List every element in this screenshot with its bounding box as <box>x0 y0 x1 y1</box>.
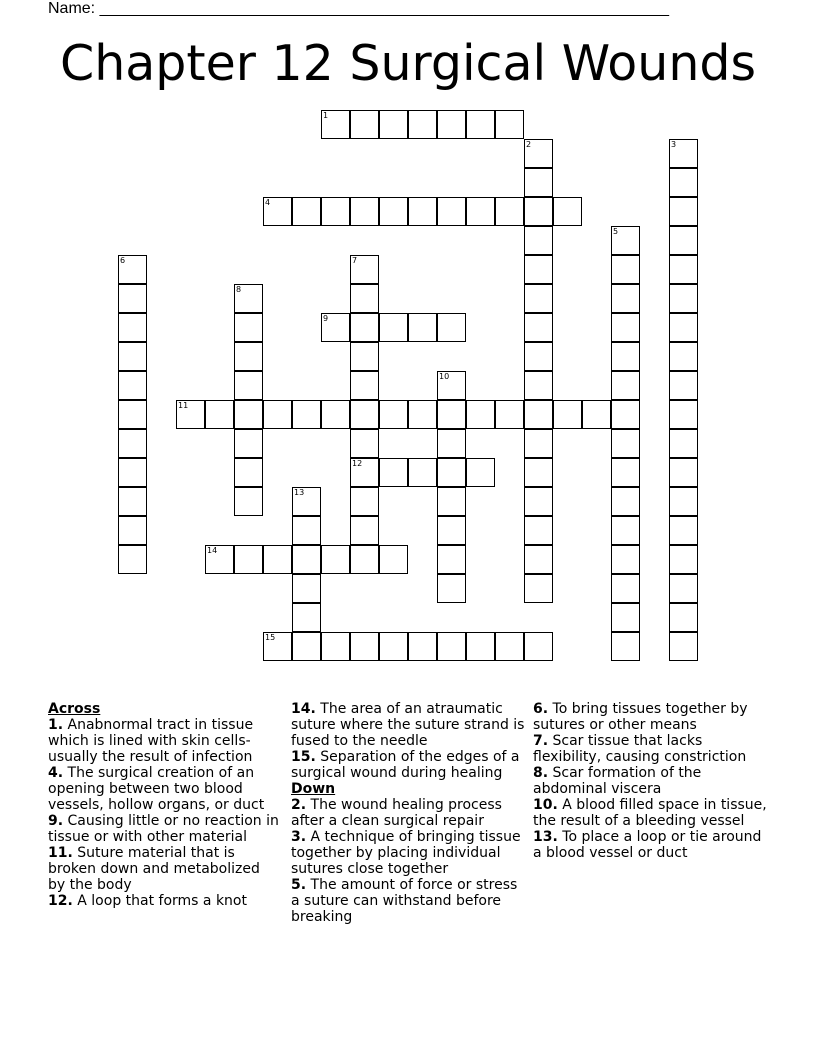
name-field[interactable] <box>48 0 669 18</box>
grid-cell[interactable] <box>437 110 466 139</box>
grid-cell[interactable] <box>524 632 553 661</box>
grid-cell[interactable] <box>350 110 379 139</box>
grid-cell[interactable] <box>437 400 466 429</box>
clue-number: 9. <box>48 813 64 829</box>
grid-cell[interactable] <box>408 110 437 139</box>
grid-cell[interactable] <box>350 284 379 313</box>
grid-cell[interactable] <box>495 110 524 139</box>
grid-cell[interactable] <box>669 284 698 313</box>
name-underline[interactable]: ________________________________________________________________ <box>99 0 670 17</box>
grid-cell[interactable] <box>379 110 408 139</box>
grid-cell[interactable] <box>118 284 147 313</box>
cell-number: 1 <box>323 111 329 120</box>
grid-cell[interactable] <box>669 603 698 632</box>
grid-cell[interactable] <box>669 458 698 487</box>
grid-cell[interactable] <box>437 632 466 661</box>
grid-cell[interactable] <box>379 400 408 429</box>
grid-cell[interactable] <box>669 226 698 255</box>
grid-cell[interactable] <box>611 458 640 487</box>
grid-cell[interactable] <box>118 516 147 545</box>
grid-cell[interactable] <box>466 632 495 661</box>
grid-cell[interactable] <box>611 574 640 603</box>
grid-cell[interactable] <box>350 371 379 400</box>
grid-cell[interactable] <box>669 429 698 458</box>
cell-number: 7 <box>352 256 358 265</box>
clue-text: The surgical creation of an opening between two blood vessels, hollow organs, or duct <box>48 765 265 813</box>
grid-cell[interactable] <box>611 400 640 429</box>
grid-cell[interactable] <box>669 574 698 603</box>
cell-number: 6 <box>120 256 126 265</box>
clue-number: 10. <box>533 797 558 813</box>
grid-cell[interactable] <box>234 545 263 574</box>
grid-cell[interactable] <box>611 255 640 284</box>
down-clue-8 <box>533 765 773 797</box>
grid-cell[interactable] <box>669 545 698 574</box>
across-clue-15 <box>291 749 527 781</box>
down-clue-10 <box>533 797 773 829</box>
grid-cell[interactable] <box>292 400 321 429</box>
grid-cell[interactable] <box>176 400 205 429</box>
clue-number: 8. <box>533 765 549 781</box>
grid-cell[interactable] <box>118 400 147 429</box>
clue-number: 4. <box>48 765 64 781</box>
grid-cell[interactable] <box>263 545 292 574</box>
grid-cell[interactable] <box>669 255 698 284</box>
grid-cell[interactable] <box>437 516 466 545</box>
grid-cell[interactable] <box>118 313 147 342</box>
grid-cell[interactable] <box>495 400 524 429</box>
grid-cell[interactable] <box>669 168 698 197</box>
grid-cell[interactable] <box>524 458 553 487</box>
grid-cell[interactable] <box>118 487 147 516</box>
grid-cell[interactable] <box>292 516 321 545</box>
grid-cell[interactable] <box>234 429 263 458</box>
grid-cell[interactable] <box>234 371 263 400</box>
grid-cell[interactable] <box>524 342 553 371</box>
grid-cell[interactable] <box>350 197 379 226</box>
grid-cell[interactable] <box>524 545 553 574</box>
down-clue-3 <box>291 829 527 877</box>
grid-cell[interactable] <box>524 139 553 168</box>
grid-cell[interactable] <box>379 632 408 661</box>
grid-cell[interactable] <box>292 603 321 632</box>
grid-cell[interactable] <box>437 574 466 603</box>
cell-number: 3 <box>671 140 677 149</box>
grid-cell[interactable] <box>524 313 553 342</box>
name-label: Name: <box>48 0 96 17</box>
grid-cell[interactable] <box>582 400 611 429</box>
grid-cell[interactable] <box>524 400 553 429</box>
grid-cell[interactable] <box>234 313 263 342</box>
grid-cell[interactable] <box>524 226 553 255</box>
grid-cell[interactable] <box>350 458 379 487</box>
clue-text: A blood filled space in tissue, the result of a bleeding vessel <box>533 797 767 829</box>
grid-cell[interactable] <box>321 545 350 574</box>
grid-cell[interactable] <box>524 574 553 603</box>
grid-cell[interactable] <box>466 400 495 429</box>
clue-text: Scar formation of the abdominal viscera <box>533 765 702 797</box>
grid-cell[interactable] <box>611 603 640 632</box>
grid-cell[interactable] <box>611 313 640 342</box>
grid-cell[interactable] <box>611 429 640 458</box>
down-clue-13 <box>533 829 773 861</box>
grid-cell[interactable] <box>524 516 553 545</box>
cell-number: 9 <box>323 314 329 323</box>
grid-cell[interactable] <box>292 197 321 226</box>
grid-cell[interactable] <box>524 487 553 516</box>
grid-cell[interactable] <box>292 545 321 574</box>
grid-cell[interactable] <box>234 487 263 516</box>
clue-text: Scar tissue that lacks flexibility, causing constriction <box>533 733 747 765</box>
grid-cell[interactable] <box>553 197 582 226</box>
across-clue-4 <box>48 765 280 813</box>
grid-cell[interactable] <box>466 197 495 226</box>
grid-cell[interactable] <box>437 371 466 400</box>
grid-cell[interactable] <box>350 545 379 574</box>
grid-cell[interactable] <box>292 632 321 661</box>
across-clue-1 <box>48 717 280 765</box>
grid-cell[interactable] <box>234 458 263 487</box>
clue-text: Causing little or no reaction in tissue or with other material <box>48 813 279 845</box>
grid-cell[interactable] <box>669 197 698 226</box>
grid-cell[interactable] <box>321 400 350 429</box>
grid-cell[interactable] <box>524 197 553 226</box>
grid-cell[interactable] <box>263 400 292 429</box>
clue-text: A technique of bringing tissue together by placing individual sutures close together <box>291 829 521 877</box>
grid-cell[interactable] <box>437 313 466 342</box>
grid-cell[interactable] <box>118 545 147 574</box>
clue-number: 3. <box>291 829 307 845</box>
grid-cell[interactable] <box>495 632 524 661</box>
grid-cell[interactable] <box>350 255 379 284</box>
grid-cell[interactable] <box>611 342 640 371</box>
grid-cell[interactable] <box>524 429 553 458</box>
down-clue-2 <box>291 797 527 829</box>
grid-cell[interactable] <box>408 197 437 226</box>
clue-text: The area of an atraumatic suture where the suture strand is fused to the needle <box>291 701 525 749</box>
grid-cell[interactable] <box>408 632 437 661</box>
clues-column-3 <box>533 701 773 861</box>
grid-cell[interactable] <box>292 487 321 516</box>
grid-cell[interactable] <box>669 313 698 342</box>
grid-cell[interactable] <box>379 313 408 342</box>
cell-number: 13 <box>294 488 305 497</box>
grid-cell[interactable] <box>611 371 640 400</box>
grid-cell[interactable] <box>350 400 379 429</box>
cell-number: 5 <box>613 227 619 236</box>
grid-cell[interactable] <box>350 342 379 371</box>
clue-text: The wound healing process after a clean surgical repair <box>291 797 502 829</box>
cell-number: 2 <box>526 140 532 149</box>
grid-cell[interactable] <box>669 342 698 371</box>
grid-cell[interactable] <box>321 110 350 139</box>
grid-cell[interactable] <box>118 429 147 458</box>
cell-number: 11 <box>178 401 189 410</box>
grid-cell[interactable] <box>350 632 379 661</box>
grid-cell[interactable] <box>611 516 640 545</box>
clue-text: To place a loop or tie around a blood vessel or duct <box>533 829 762 861</box>
clue-number: 5. <box>291 877 307 893</box>
cell-number: 15 <box>265 633 276 642</box>
clue-text: To bring tissues together by sutures or other means <box>533 701 748 733</box>
across-heading: Across <box>48 701 101 717</box>
clue-number: 6. <box>533 701 549 717</box>
grid-cell[interactable] <box>205 545 234 574</box>
grid-cell[interactable] <box>437 487 466 516</box>
down-clue-5 <box>291 877 527 925</box>
grid-cell[interactable] <box>669 400 698 429</box>
grid-cell[interactable] <box>292 574 321 603</box>
clue-text: Separation of the edges of a surgical wound during healing <box>291 749 520 781</box>
grid-cell[interactable] <box>350 516 379 545</box>
down-heading: Down <box>291 781 336 797</box>
page-title: Chapter 12 Surgical Wounds <box>59 35 757 92</box>
grid-cell[interactable] <box>524 284 553 313</box>
grid-cell[interactable] <box>350 313 379 342</box>
clue-text: The amount of force or stress a suture can withstand before breaking <box>291 877 518 925</box>
grid-cell[interactable] <box>118 371 147 400</box>
grid-cell[interactable] <box>611 545 640 574</box>
grid-cell[interactable] <box>611 284 640 313</box>
across-clue-9 <box>48 813 280 845</box>
grid-cell[interactable] <box>408 313 437 342</box>
grid-cell[interactable] <box>408 400 437 429</box>
grid-cell[interactable] <box>379 197 408 226</box>
grid-cell[interactable] <box>234 342 263 371</box>
grid-cell[interactable] <box>234 400 263 429</box>
grid-cell[interactable] <box>263 197 292 226</box>
across-clue-12 <box>48 893 280 909</box>
clues-column-1 <box>48 701 280 909</box>
clue-number: 1. <box>48 717 64 733</box>
clue-number: 7. <box>533 733 549 749</box>
grid-cell[interactable] <box>524 371 553 400</box>
grid-cell[interactable] <box>118 458 147 487</box>
clue-text: Anabnormal tract in tissue which is lined with skin cells-usually the result of infection <box>48 717 254 765</box>
grid-cell[interactable] <box>379 545 408 574</box>
grid-cell[interactable] <box>321 313 350 342</box>
grid-cell[interactable] <box>669 516 698 545</box>
grid-cell[interactable] <box>350 487 379 516</box>
clue-number: 11. <box>48 845 73 861</box>
across-clue-14 <box>291 701 527 749</box>
grid-cell[interactable] <box>437 197 466 226</box>
grid-cell[interactable] <box>321 632 350 661</box>
grid-cell[interactable] <box>495 197 524 226</box>
grid-cell[interactable] <box>669 371 698 400</box>
grid-cell[interactable] <box>669 139 698 168</box>
grid-cell[interactable] <box>611 632 640 661</box>
down-clue-7 <box>533 733 773 765</box>
clue-number: 13. <box>533 829 558 845</box>
down-clue-6 <box>533 701 773 733</box>
grid-cell[interactable] <box>408 458 437 487</box>
grid-cell[interactable] <box>118 255 147 284</box>
grid-cell[interactable] <box>553 400 582 429</box>
grid-cell[interactable] <box>669 487 698 516</box>
grid-cell[interactable] <box>524 255 553 284</box>
grid-cell[interactable] <box>437 458 466 487</box>
clue-text: Suture material that is broken down and metabolized by the body <box>48 845 260 893</box>
cell-number: 10 <box>439 372 450 381</box>
cell-number: 4 <box>265 198 271 207</box>
grid-cell[interactable] <box>205 400 234 429</box>
grid-cell[interactable] <box>321 197 350 226</box>
grid-cell[interactable] <box>437 429 466 458</box>
clue-number: 2. <box>291 797 307 813</box>
grid-cell[interactable] <box>263 632 292 661</box>
cell-number: 12 <box>352 459 363 468</box>
grid-cell[interactable] <box>524 168 553 197</box>
clue-text: A loop that forms a knot <box>77 893 247 909</box>
grid-cell[interactable] <box>611 487 640 516</box>
cell-number: 8 <box>236 285 242 294</box>
across-clue-11 <box>48 845 280 893</box>
grid-cell[interactable] <box>466 458 495 487</box>
grid-cell[interactable] <box>669 632 698 661</box>
grid-cell[interactable] <box>350 429 379 458</box>
clue-number: 12. <box>48 893 73 909</box>
grid-cell[interactable] <box>118 342 147 371</box>
clue-number: 14. <box>291 701 316 717</box>
cell-number: 14 <box>207 546 218 555</box>
grid-cell[interactable] <box>379 458 408 487</box>
grid-cell[interactable] <box>466 110 495 139</box>
grid-cell[interactable] <box>437 545 466 574</box>
clues-column-2 <box>291 701 527 925</box>
clue-number: 15. <box>291 749 316 765</box>
grid-cell[interactable] <box>611 226 640 255</box>
grid-cell[interactable] <box>234 284 263 313</box>
